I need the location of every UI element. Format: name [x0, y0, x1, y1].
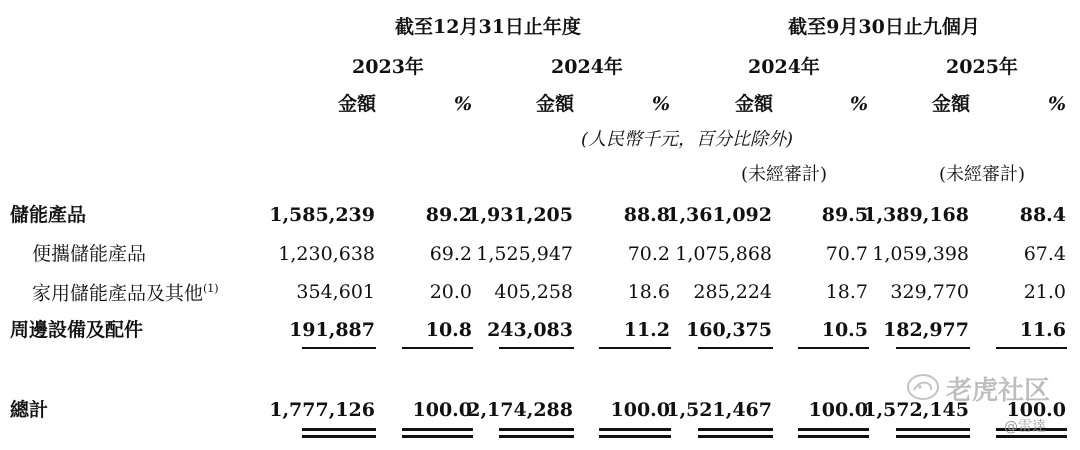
table-cell: 191,887 — [289, 319, 375, 341]
table-cell: 1,075,868 — [675, 243, 772, 265]
table-cell: 20.0 — [429, 281, 472, 303]
total-cell: 1,572,145 — [863, 399, 969, 421]
total-double-rule — [402, 428, 473, 431]
year-header: 2023年 — [352, 56, 424, 78]
table-cell: 67.4 — [1023, 243, 1066, 265]
amount-col-header: 金額 — [931, 93, 971, 115]
row-label-total: 總計 — [10, 399, 49, 421]
subtotal-rule — [402, 347, 473, 349]
total-cell: 100.0 — [1006, 399, 1066, 421]
year-header: 2025年 — [946, 56, 1018, 78]
year-header: 2024年 — [748, 56, 820, 78]
total-cell: 1,777,126 — [269, 399, 375, 421]
table-cell: 329,770 — [890, 281, 969, 303]
total-double-rule — [599, 428, 671, 431]
table-cell: 70.2 — [627, 243, 670, 265]
year-header: 2024年 — [551, 56, 623, 78]
pct-col-header: % — [849, 93, 868, 115]
table-cell: 11.2 — [623, 319, 670, 341]
watermark-logo-icon — [905, 372, 941, 406]
table-cell: 11.6 — [1019, 319, 1066, 341]
row-label-accessories: 周邊設備及配件 — [10, 319, 144, 341]
table-cell: 18.6 — [627, 281, 670, 303]
tiger-logo-icon — [905, 372, 941, 402]
table-cell: 160,375 — [686, 319, 772, 341]
total-double-rule — [499, 428, 574, 431]
table-cell: 89.5 — [821, 204, 868, 226]
watermark-user: @雷達 — [1004, 419, 1046, 435]
subtotal-rule — [499, 347, 574, 349]
total-double-rule — [896, 435, 970, 438]
table-cell: 1,585,239 — [269, 204, 375, 226]
pct-col-header: % — [1047, 93, 1066, 115]
subtotal-rule — [302, 347, 376, 349]
table-cell: 243,083 — [487, 319, 573, 341]
watermark-brand: 老虎社区 — [946, 376, 1051, 406]
amount-col-header: 金額 — [535, 93, 575, 115]
total-double-rule — [798, 428, 869, 431]
table-cell: 10.8 — [425, 319, 472, 341]
amount-col-header: 金額 — [337, 93, 377, 115]
pct-col-header: % — [651, 93, 670, 115]
table-cell: 89.2 — [425, 204, 472, 226]
subtotal-rule — [896, 347, 970, 349]
table-cell: 1,230,638 — [278, 243, 375, 265]
subtotal-rule — [996, 347, 1067, 349]
table-cell: 88.4 — [1019, 204, 1066, 226]
total-cell: 2,174,288 — [467, 399, 573, 421]
table-cell: 405,258 — [494, 281, 573, 303]
total-cell: 1,521,467 — [666, 399, 772, 421]
table-cell: 21.0 — [1023, 281, 1066, 303]
unaudited-note: (未經審計) — [740, 164, 828, 185]
pct-col-header: % — [453, 93, 472, 115]
total-double-rule — [599, 435, 671, 438]
table-cell: 1,361,092 — [666, 204, 772, 226]
table-cell: 354,601 — [296, 281, 375, 303]
unit-note: (人民幣千元，百分比除外) — [580, 129, 794, 150]
total-cell: 100.0 — [808, 399, 868, 421]
table-cell: 18.7 — [825, 281, 868, 303]
total-cell: 100.0 — [610, 399, 670, 421]
total-double-rule — [302, 435, 376, 438]
table-cell: 1,059,398 — [872, 243, 969, 265]
row-label-household: 家用儲能產品及其他$^{(1)}$ — [32, 282, 219, 305]
subtotal-rule — [798, 347, 869, 349]
table-cell: 10.5 — [821, 319, 868, 341]
row-label-portable: 便攜儲能產品 — [32, 243, 147, 265]
total-double-rule — [402, 435, 473, 438]
total-double-rule — [499, 435, 574, 438]
unaudited-note: (未經審計) — [938, 164, 1026, 185]
total-double-rule — [698, 428, 773, 431]
table-cell: 69.2 — [429, 243, 472, 265]
total-double-rule — [896, 428, 970, 431]
table-cell: 182,977 — [883, 319, 969, 341]
total-double-rule — [302, 428, 376, 431]
subtotal-rule — [698, 347, 773, 349]
row-label-storage: 儲能產品 — [10, 204, 87, 226]
table-cell: 70.7 — [825, 243, 868, 265]
total-cell: 100.0 — [412, 399, 472, 421]
period-annual-header: 截至12月31日止年度 — [395, 16, 581, 38]
subtotal-rule — [599, 347, 671, 349]
table-cell: 1,931,205 — [467, 204, 573, 226]
period-ninemonth-header: 截至9月30日止九個月 — [788, 16, 980, 38]
table-cell: 88.8 — [623, 204, 670, 226]
total-double-rule — [698, 435, 773, 438]
table-cell: 1,389,168 — [863, 204, 969, 226]
total-double-rule — [798, 435, 869, 438]
table-cell: 285,224 — [693, 281, 772, 303]
table-cell: 1,525,947 — [476, 243, 573, 265]
amount-col-header: 金額 — [734, 93, 774, 115]
